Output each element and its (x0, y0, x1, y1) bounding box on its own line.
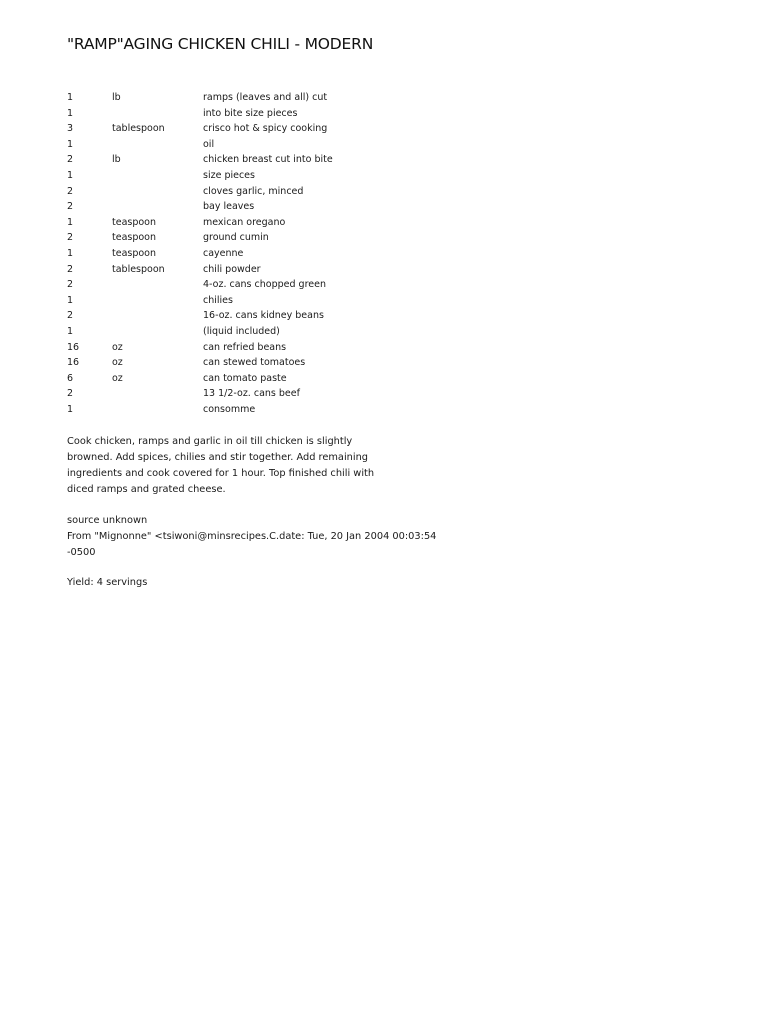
ingredient-description: bay leaves (203, 201, 255, 213)
ingredient-quantity: 6 (67, 372, 74, 384)
ingredient-description: chilies (203, 294, 233, 306)
from-line: From "Mignonne" <tsiwoni@minsrecipes.C.date: Tue, 20 Jan 2004 00:03:54 (67, 531, 437, 542)
ingredient-row (67, 137, 467, 153)
ingredient-quantity: 1 (67, 169, 74, 181)
ingredient-description: can refried beans (203, 341, 287, 353)
ingredient-description: ground cumin (203, 232, 269, 244)
ingredient-quantity: 2 (67, 388, 74, 400)
ingredient-row (67, 386, 467, 402)
ingredient-row (67, 184, 467, 200)
ingredient-row (67, 324, 467, 340)
ingredient-quantity: 2 (67, 263, 74, 275)
ingredient-row (67, 121, 467, 137)
ingredient-unit: oz (112, 341, 123, 353)
instructions (67, 434, 375, 498)
ingredient-quantity: 2 (67, 185, 74, 197)
instruction-line: diced ramps and grated cheese. (67, 484, 226, 495)
ingredient-quantity: 1 (67, 247, 74, 259)
ingredient-description: chili powder (203, 263, 261, 275)
ingredient-description: into bite size pieces (203, 107, 298, 119)
ingredient-quantity: 16 (67, 341, 80, 353)
ingredient-unit: oz (112, 372, 123, 384)
ingredient-description: can tomato paste (203, 372, 287, 384)
ingredient-unit: lb (112, 154, 121, 166)
ingredient-description: 13 1/2-oz. cans beef (203, 388, 300, 400)
ingredient-description: size pieces (203, 169, 255, 181)
ingredient-row (67, 168, 467, 184)
recipe-source: source unknown (67, 515, 148, 526)
ingredient-row (67, 293, 467, 309)
ingredient-quantity: 1 (67, 294, 74, 306)
recipe-yield: Yield: 4 servings (67, 577, 148, 588)
instruction-line: browned. Add spices, chilies and stir together. Add remaining (67, 452, 369, 463)
recipe-title: "RAMP"AGING CHICKEN CHILI - MODERN (67, 35, 374, 53)
ingredient-quantity: 1 (67, 403, 74, 415)
ingredient-row (67, 277, 467, 293)
ingredient-unit: teaspoon (112, 216, 157, 228)
ingredient-quantity: 2 (67, 232, 74, 244)
ingredient-row (67, 106, 467, 122)
ingredient-row (67, 246, 467, 262)
ingredient-list (67, 90, 467, 417)
ingredient-description: can stewed tomatoes (203, 357, 306, 369)
ingredient-unit: lb (112, 92, 121, 103)
ingredient-unit: tablespoon (112, 263, 165, 275)
ingredient-description: consomme (203, 403, 256, 415)
ingredient-description: crisco hot & spicy cooking (203, 123, 328, 135)
recipe-from (67, 529, 436, 561)
ingredient-description: chicken breast cut into bite (203, 154, 333, 166)
ingredient-quantity: 16 (67, 357, 80, 369)
ingredient-quantity: 1 (67, 325, 74, 337)
ingredient-quantity: 1 (67, 92, 74, 103)
ingredient-row (67, 230, 467, 246)
ingredient-quantity: 2 (67, 310, 74, 322)
ingredient-row (67, 215, 467, 231)
instruction-line: Cook chicken, ramps and garlic in oil till chicken is slightly (67, 436, 353, 447)
ingredient-row (67, 340, 467, 356)
from-line: -0500 (67, 547, 96, 558)
ingredient-unit: teaspoon (112, 232, 157, 244)
ingredient-description: oil (203, 138, 215, 150)
ingredient-row (67, 371, 467, 387)
ingredient-quantity: 2 (67, 154, 74, 166)
ingredient-description: cloves garlic, minced (203, 185, 304, 197)
ingredient-quantity: 2 (67, 201, 74, 213)
ingredient-unit: teaspoon (112, 247, 157, 259)
ingredient-row (67, 152, 467, 168)
ingredient-description: 4-oz. cans chopped green (203, 279, 326, 291)
ingredient-quantity: 1 (67, 107, 74, 119)
ingredient-row (67, 355, 467, 371)
ingredient-description: (liquid included) (203, 325, 280, 337)
ingredient-unit: tablespoon (112, 123, 165, 135)
ingredient-row (67, 262, 467, 278)
ingredient-row (67, 90, 467, 106)
ingredient-row (67, 402, 467, 418)
ingredient-description: mexican oregano (203, 216, 286, 228)
ingredient-quantity: 2 (67, 279, 74, 291)
ingredient-description: 16-oz. cans kidney beans (203, 310, 324, 322)
ingredient-row (67, 308, 467, 324)
ingredient-quantity: 1 (67, 216, 74, 228)
ingredient-description: ramps (leaves and all) cut (203, 92, 328, 103)
ingredient-quantity: 3 (67, 123, 74, 135)
ingredient-quantity: 1 (67, 138, 74, 150)
instruction-line: ingredients and cook covered for 1 hour. Top finished chili with (67, 468, 375, 479)
ingredient-unit: oz (112, 357, 123, 369)
ingredient-row (67, 199, 467, 215)
ingredient-description: cayenne (203, 247, 244, 259)
